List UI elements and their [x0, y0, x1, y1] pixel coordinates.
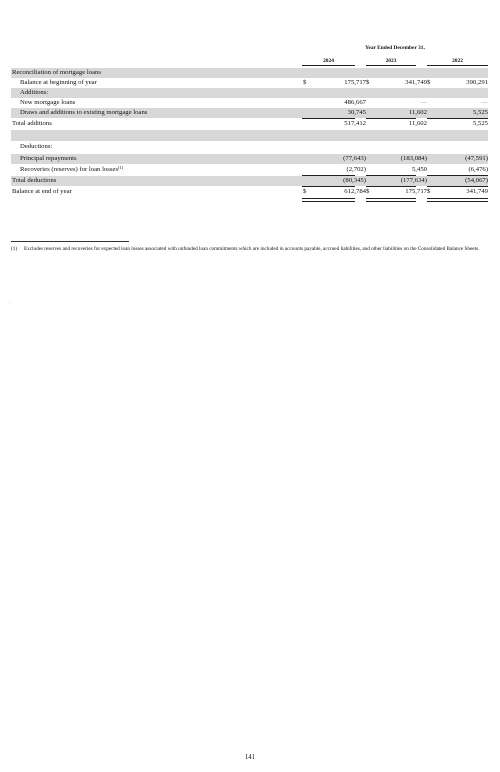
table-row-reconciliation-heading	[11, 68, 488, 78]
footnote-rule	[11, 241, 129, 242]
table-row-principal-repayments	[11, 154, 488, 164]
value-2023: 11,602	[408, 120, 427, 127]
table-row-balance-beginning	[11, 78, 488, 88]
currency-symbol: $	[303, 79, 307, 86]
value-2023: (183,084)	[400, 155, 427, 162]
value-2023: 175,717	[405, 188, 427, 195]
currency-symbol: $	[303, 188, 307, 195]
value-2022: 5,525	[472, 109, 488, 116]
value-2023: 11,602	[408, 109, 427, 116]
value-2024: (80,345)	[343, 177, 366, 184]
value-2024: (2,702)	[346, 166, 366, 173]
year-header-2022: 2022	[427, 58, 488, 66]
value-2022: —	[481, 99, 488, 106]
year-header-2024: 2024	[302, 58, 355, 66]
value-2022: 341,749	[466, 188, 488, 195]
row-label: Draws and additions to existing mortgage loans	[20, 109, 148, 116]
currency-symbol: $	[427, 79, 431, 86]
value-2022: (54,067)	[465, 177, 488, 184]
table-row-deductions-heading	[11, 142, 488, 152]
value-2023: 5,450	[411, 166, 427, 173]
value-2022: 5,525	[472, 120, 488, 127]
value-2024: (77,643)	[343, 155, 366, 162]
year-header-2023: 2023	[366, 58, 416, 66]
value-2022: (47,591)	[465, 155, 488, 162]
row-label: Additions:	[20, 89, 49, 96]
value-2023: —	[420, 99, 427, 106]
currency-symbol: $	[366, 188, 370, 195]
table-row-balance-end	[11, 187, 488, 197]
double-underline	[427, 198, 488, 202]
table-row-new-mortgage-loans	[11, 98, 488, 108]
table-row-recoveries-reserves	[11, 165, 488, 175]
table-row-total-deductions	[11, 176, 488, 186]
value-2024: 30,745	[347, 109, 366, 116]
stray-mark: .	[9, 300, 11, 305]
row-label: Balance at beginning of year	[20, 79, 97, 86]
double-underline	[366, 198, 416, 202]
value-2024: 517,412	[344, 120, 366, 127]
row-label: Total deductions	[12, 177, 57, 184]
footnote-ref: (1)	[118, 165, 124, 170]
footnote-text: Excludes reserves and recoveries for expected loan losses associated with unfunded loan commitments which are included in accounts payable, accrued liabilities, and other liabilities on the Consolidated Balance Sheets.	[24, 246, 480, 252]
table-row-additions-heading	[11, 88, 488, 98]
row-label: Balance at end of year	[12, 188, 72, 195]
table-row-draws-additions	[11, 108, 488, 118]
currency-symbol: $	[427, 188, 431, 195]
value-2024: 486,667	[344, 99, 366, 106]
value-2024: 175,717	[344, 79, 366, 86]
double-underline	[302, 198, 355, 202]
value-2023: (177,634)	[400, 177, 427, 184]
row-label	[20, 165, 123, 175]
value-2022: 390,291	[466, 79, 488, 86]
row-label: New mortgage loans	[20, 99, 76, 106]
row-label: Principal repayments	[20, 155, 77, 162]
row-label: Reconciliation of mortgage loans	[12, 69, 101, 76]
row-label: Deductions:	[20, 143, 53, 150]
currency-symbol: $	[366, 79, 370, 86]
table-row-total-additions	[11, 119, 488, 129]
value-2023: 341,749	[405, 79, 427, 86]
page-number: 141	[244, 754, 256, 761]
row-label: Total additions	[12, 120, 52, 127]
footnote-marker: (1)	[11, 246, 18, 252]
period-header: Year Ended December 31,	[365, 45, 425, 51]
value-2024: 612,784	[344, 188, 366, 195]
row-label-text: Recoveries (reserves) for loan losses	[20, 166, 119, 173]
table-row-spacer	[11, 130, 488, 141]
value-2022: (6,476)	[468, 166, 488, 173]
